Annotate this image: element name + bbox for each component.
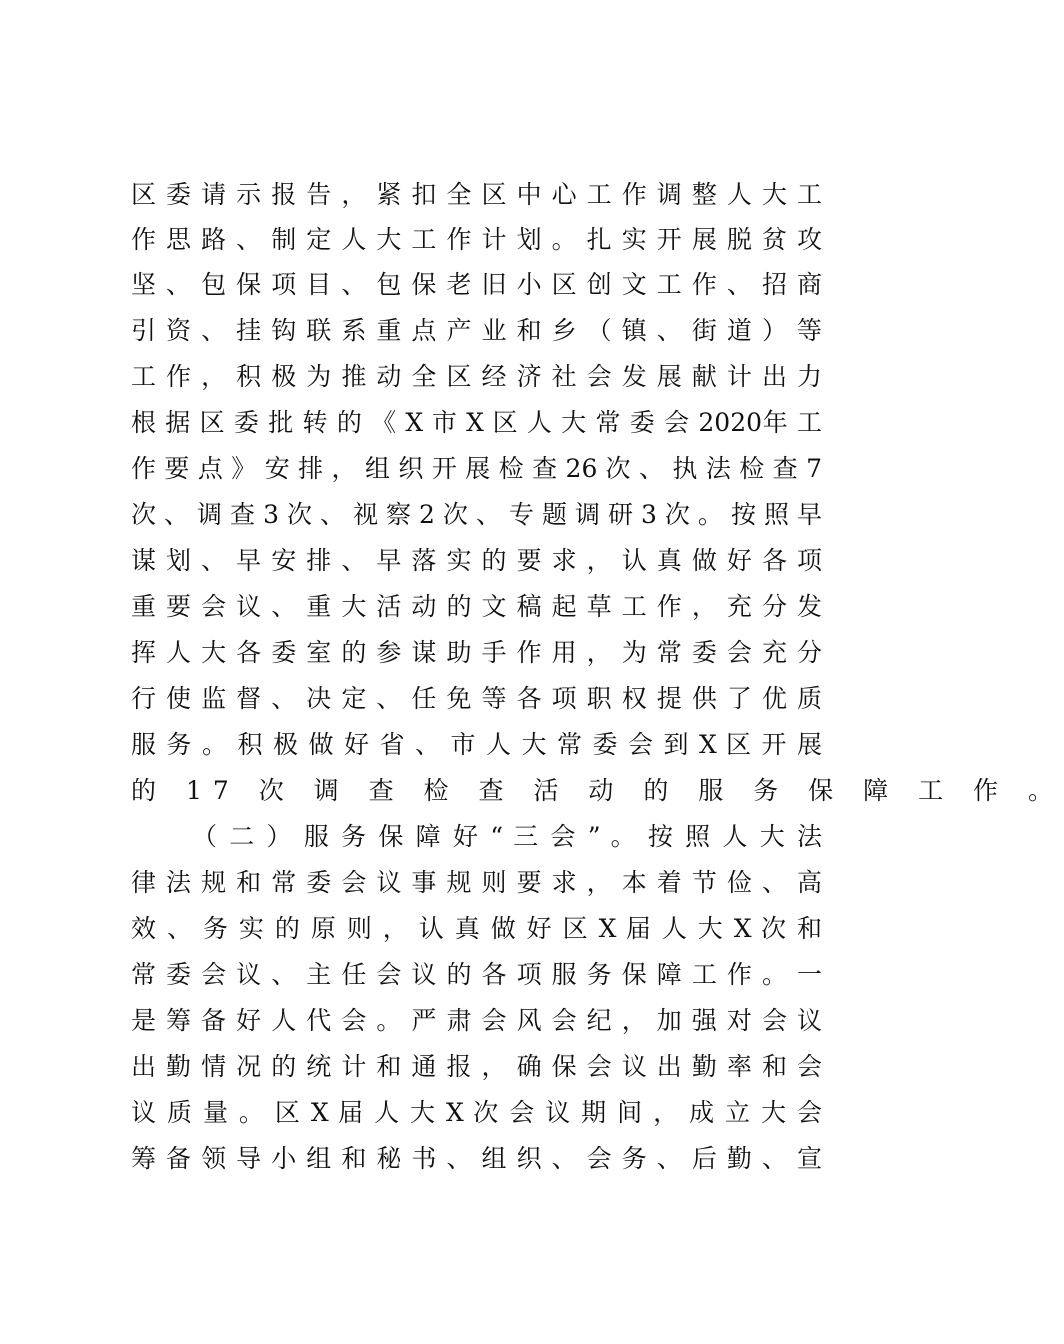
text-line-9: 谋 划 、 早 安 排 、 早 落 实 的 要 求 ， 认 真 做 好 各 项 (131, 546, 822, 575)
text-line-19: 是 筹 备 好 人 代 会 。 严 肃 会 风 会 纪 ， 加 强 对 会 议 (131, 1006, 822, 1035)
text-line-2: 作 思 路 、 制 定 人 大 工 作 计 划 。 扎 实 开 展 脱 贫 攻 (131, 225, 822, 254)
text-line-7: 作 要 点 》 安 排 ， 组 织 开 展 检 查 26 次 、 执 法 检 查 7 (131, 454, 822, 483)
text-line-10: 重 要 会 议 、 重 大 活 动 的 文 稿 起 草 工 作 ， 充 分 发 (131, 592, 822, 621)
text-line-3: 坚 、 包 保 项 目 、 包 保 老 旧 小 区 创 文 工 作 、 招 商 (131, 270, 822, 299)
text-line-5: 工 作 ， 积 极 为 推 动 全 区 经 济 社 会 发 展 献 计 出 力 (131, 362, 822, 391)
text-line-15: （ 二 ） 服 务 保 障 好 “ 三 会 ” 。 按 照 人 大 法 (192, 822, 822, 851)
text-line-14: 的 17 次 调 查 检 查 活 动 的 服 务 保 障 工 作 。 (131, 776, 1064, 805)
text-line-17: 效 、 务 实 的 原 则 ， 认 真 做 好 区 X 届 人 大 X 次 和 (131, 914, 822, 943)
text-line-8: 次 、 调 查 3 次 、 视 察 2 次 、 专 题 调 研 3 次 。 按 照 早 (131, 500, 822, 529)
text-line-12: 行 使 监 督 、 决 定 、 任 免 等 各 项 职 权 提 供 了 优 质 (131, 684, 822, 713)
text-line-16: 律 法 规 和 常 委 会 议 事 规 则 要 求 ， 本 着 节 俭 、 高 (131, 868, 822, 897)
text-line-20: 出 勤 情 况 的 统 计 和 通 报 ， 确 保 会 议 出 勤 率 和 会 (131, 1052, 822, 1081)
text-line-1: 区 委 请 示 报 告 ， 紧 扣 全 区 中 心 工 作 调 整 人 大 工 (131, 180, 822, 209)
text-line-6: 根 据 区 委 批 转 的 《 X 市 X 区 人 大 常 委 会 2020年 工 (131, 408, 822, 437)
text-line-18: 常 委 会 议 、 主 任 会 议 的 各 项 服 务 保 障 工 作 。 一 (131, 960, 822, 989)
text-line-22: 筹 备 领 导 小 组 和 秘 书 、 组 织 、 会 务 、 后 勤 、 宣 (131, 1144, 822, 1173)
text-line-21: 议 质 量 。 区 X 届 人 大 X 次 会 议 期 间 ， 成 立 大 会 (131, 1098, 822, 1127)
text-line-11: 挥 人 大 各 委 室 的 参 谋 助 手 作 用 ， 为 常 委 会 充 分 (131, 638, 822, 667)
text-line-13: 服 务 。 积 极 做 好 省 、 市 人 大 常 委 会 到 X 区 开 展 (131, 730, 822, 759)
text-line-4: 引 资 、 挂 钩 联 系 重 点 产 业 和 乡 （ 镇 、 街 道 ） 等 (131, 316, 822, 345)
